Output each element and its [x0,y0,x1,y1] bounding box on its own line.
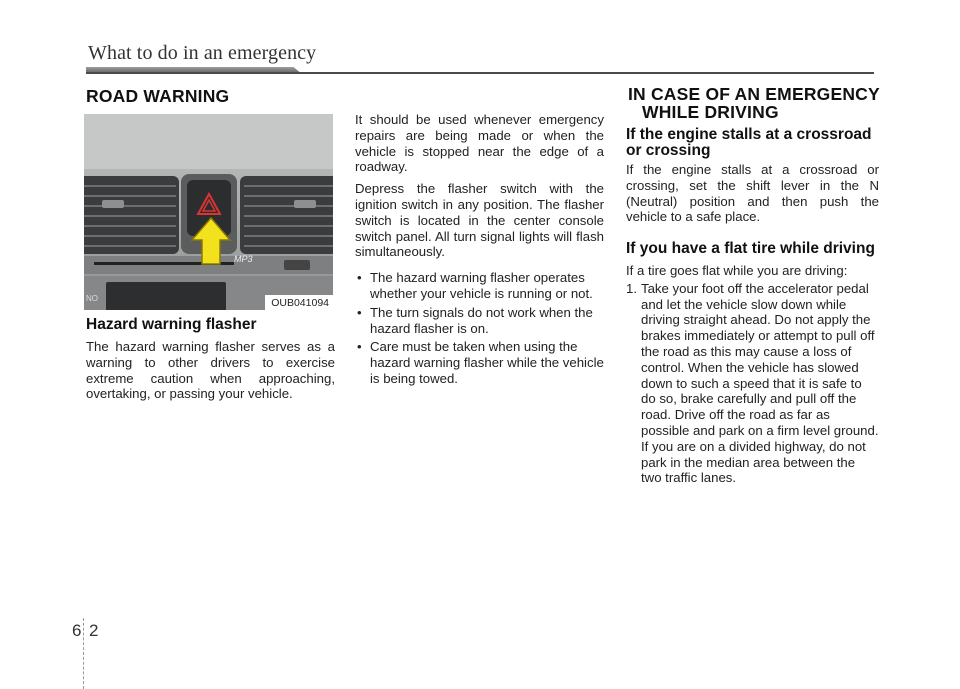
middle-column [355,112,604,390]
section-title-emergency [628,85,880,121]
hazard-switch-photo [84,114,333,310]
paragraph: The hazard warning flasher serves as a warning to other drivers to exercise extreme caution when approaching, overtaking, or passing your vehicle. [86,339,335,402]
paragraph: It should be used whenever emergency repairs are being made or when the vehicle is stopped near the edge of a roadway. [355,112,604,175]
title-line: IN CASE OF AN EMERGENCY [628,84,880,104]
subheading-hazard-flasher: Hazard warning flasher [86,316,257,333]
running-head: What to do in an emergency [88,42,317,64]
steps-list [626,281,879,486]
subheading-engine-stalls [626,127,872,159]
subheading-line: or crossing [626,142,711,159]
subheading-flat-tire: If you have a flat tire while driving [626,240,875,257]
section-title-road-warning: ROAD WARNING [86,86,230,106]
engine-stalls-paragraph [626,162,879,231]
title-line: WHILE DRIVING [642,102,779,122]
list-item: • The turn signals do not work when the hazard flasher is on. [355,305,604,337]
list-item: • Care must be taken when using the hazard warning flasher while the vehicle is being towed. [355,339,604,386]
dashboard-illustration [84,114,333,310]
header-rule [86,72,874,74]
radio-label: NO [86,294,98,303]
footer-divider [83,618,85,689]
mp3-label: MP3 [234,254,253,264]
paragraph: Depress the flasher switch with the ignition switch in any position. The flasher switch is located in the center console switch panel. All turn signal lights will flash simultaneously. [355,181,604,260]
chapter-number: 6 [72,621,82,640]
list-item [626,281,879,486]
hazard-flasher-paragraph [86,339,335,408]
flat-tire-section [626,263,879,486]
list-item: • The hazard warning flasher operates whether your vehicle is running or not. [355,270,604,302]
paragraph: If a tire goes flat while you are driving: [626,263,848,278]
photo-code: OUB041094 [265,295,333,310]
subheading-line: If the engine stalls at a crossroad [626,126,872,143]
bullet-list [355,270,604,387]
page-number: 2 [89,621,99,640]
step-number: 1. [626,280,637,296]
step-text: Take your foot off the accelerator pedal and let the vehicle slow down while driving straight ahead. Do not apply the brakes immediately or attempt to pull off the road as this may cause a loss of control. When the vehicle has slowed down to such a speed that it is safe to do so, brake carefully and pull off the road. Drive off the road as far as possible and park on a firm level ground. If you are on a divided highway, do not park in the median area between the two traffic lanes. [641,280,879,486]
paragraph: If the engine stalls at a crossroad or crossing, set the shift lever in the N (Neutral) position and then push the vehicle to a safe place. [626,162,879,225]
